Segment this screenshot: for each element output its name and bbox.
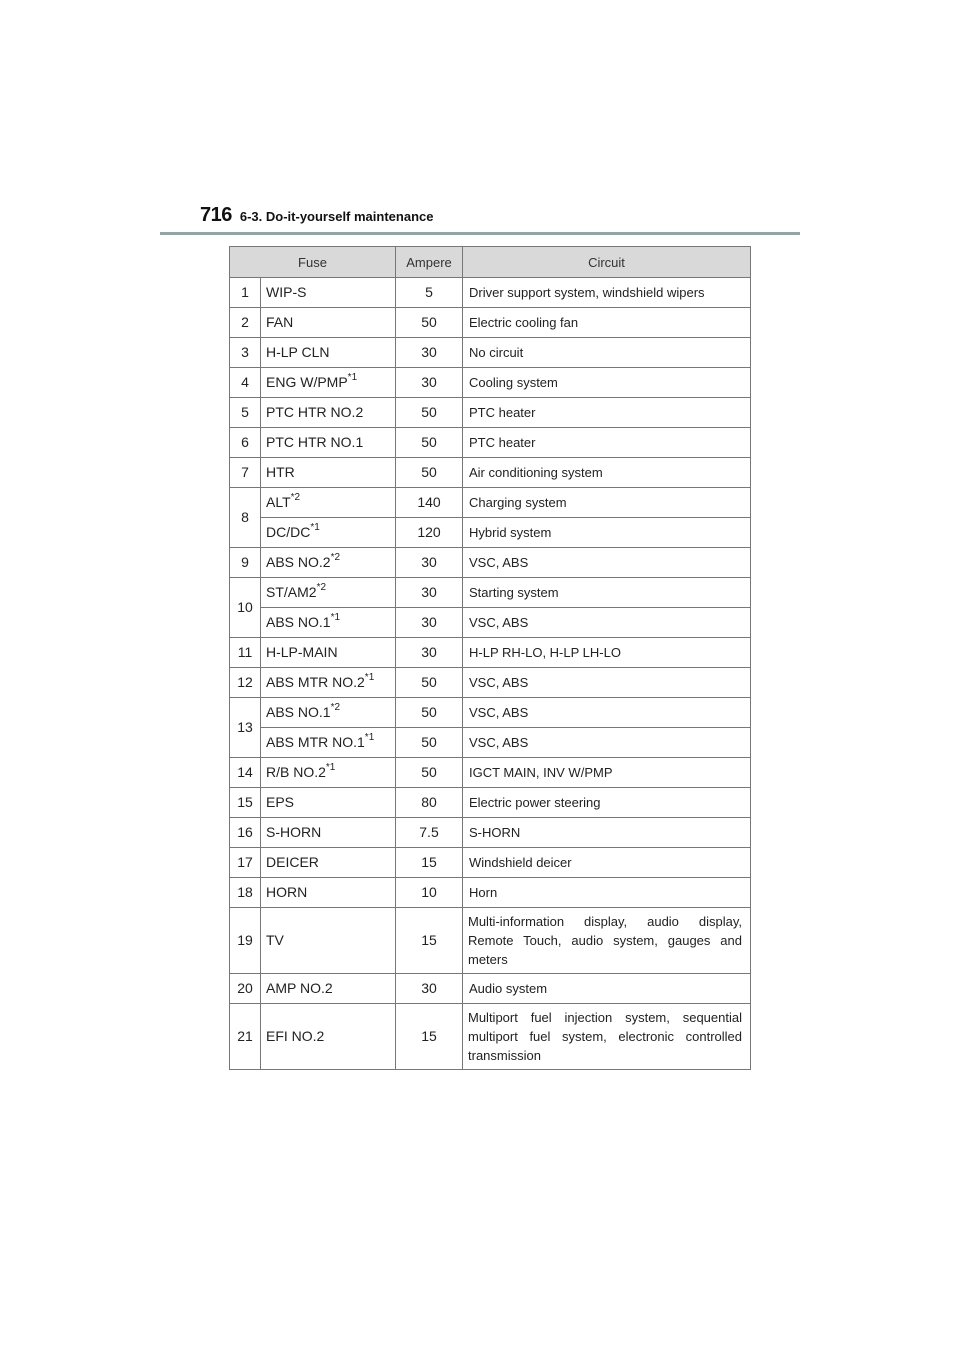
fuse-name: ABS MTR NO.2$^{*1}$	[261, 668, 396, 698]
fuse-number: 6	[230, 428, 261, 458]
fuse-name: FAN	[261, 308, 396, 338]
fuse-ampere: 50	[396, 398, 463, 428]
fuse-number: 7	[230, 458, 261, 488]
fuse-ampere: 30	[396, 578, 463, 608]
fuse-circuit: Starting system	[463, 578, 751, 608]
table-row	[230, 638, 751, 668]
fuse-ampere: 50	[396, 428, 463, 458]
fuse-circuit: Multi-information display, audio display, Remote Touch, audio system, gauges and meters	[463, 908, 751, 974]
footnote-marker: *2	[290, 492, 301, 504]
table-row	[230, 758, 751, 788]
table-row	[230, 878, 751, 908]
fuse-name: PTC HTR NO.1	[261, 428, 396, 458]
fuse-number: 3	[230, 338, 261, 368]
fuse-name: WIP-S	[261, 278, 396, 308]
footnote-marker: *1	[310, 522, 320, 534]
footnote-marker: *1	[347, 372, 358, 384]
fuse-ampere: 50	[396, 458, 463, 488]
table-row	[230, 728, 751, 758]
fuse-name: ALT$^{*2}$	[261, 488, 396, 518]
fuse-circuit: Horn	[463, 878, 751, 908]
table-row	[230, 428, 751, 458]
page-header	[200, 204, 433, 227]
fuse-circuit: Audio system	[463, 974, 751, 1004]
footnote-marker: *2	[316, 582, 327, 594]
footnote-marker: *2	[330, 552, 341, 564]
fuse-number: 5	[230, 398, 261, 428]
fuse-circuit: VSC, ABS	[463, 668, 751, 698]
fuse-name: DEICER	[261, 848, 396, 878]
fuse-circuit: Electric power steering	[463, 788, 751, 818]
table-row	[230, 698, 751, 728]
fuse-name: PTC HTR NO.2	[261, 398, 396, 428]
fuse-number: 8	[230, 488, 261, 548]
table-row	[230, 548, 751, 578]
column-header-ampere: Ampere	[396, 247, 463, 278]
table-row	[230, 974, 751, 1004]
fuse-number: 11	[230, 638, 261, 668]
fuse-ampere: 15	[396, 908, 463, 974]
table-row	[230, 488, 751, 518]
fuse-name: HTR	[261, 458, 396, 488]
fuse-circuit: Multiport fuel injection system, sequential multiport fuel system, electronic controlled transmission	[463, 1004, 751, 1070]
table-header-row	[230, 247, 751, 278]
table-row	[230, 668, 751, 698]
fuse-circuit: PTC heater	[463, 428, 751, 458]
fuse-name: HORN	[261, 878, 396, 908]
fuse-number: 19	[230, 908, 261, 974]
fuse-table	[229, 246, 751, 1070]
fuse-ampere: 5	[396, 278, 463, 308]
fuse-number: 10	[230, 578, 261, 638]
fuse-name: ABS NO.1$^{*1}$	[261, 608, 396, 638]
fuse-number: 13	[230, 698, 261, 758]
fuse-number: 4	[230, 368, 261, 398]
fuse-ampere: 10	[396, 878, 463, 908]
fuse-circuit: Charging system	[463, 488, 751, 518]
footnote-marker: *1	[325, 762, 336, 774]
fuse-circuit: VSC, ABS	[463, 698, 751, 728]
table-row	[230, 1004, 751, 1070]
fuse-ampere: 30	[396, 608, 463, 638]
fuse-circuit: H-LP RH-LO, H-LP LH-LO	[463, 638, 751, 668]
table-row	[230, 368, 751, 398]
fuse-name: AMP NO.2	[261, 974, 396, 1004]
fuse-ampere: 140	[396, 488, 463, 518]
table-row	[230, 518, 751, 548]
fuse-ampere: 30	[396, 638, 463, 668]
fuse-ampere: 50	[396, 668, 463, 698]
fuse-circuit: Hybrid system	[463, 518, 751, 548]
fuse-number: 15	[230, 788, 261, 818]
fuse-ampere: 30	[396, 368, 463, 398]
table-row	[230, 908, 751, 974]
section-title: 6-3. Do-it-yourself maintenance	[239, 209, 434, 224]
fuse-ampere: 30	[396, 338, 463, 368]
fuse-name: H-LP CLN	[261, 338, 396, 368]
fuse-name: H-LP-MAIN	[261, 638, 396, 668]
fuse-ampere: 30	[396, 548, 463, 578]
fuse-circuit: VSC, ABS	[463, 548, 751, 578]
column-header-fuse: Fuse	[230, 247, 396, 278]
fuse-ampere: 15	[396, 1004, 463, 1070]
footnote-marker: *1	[330, 612, 341, 624]
fuse-circuit: IGCT MAIN, INV W/PMP	[463, 758, 751, 788]
fuse-name: ABS NO.2$^{*2}$	[261, 548, 396, 578]
fuse-circuit: No circuit	[463, 338, 751, 368]
fuse-number: 2	[230, 308, 261, 338]
fuse-circuit: PTC heater	[463, 398, 751, 428]
fuse-name: DC/DC$^{*1}$	[261, 518, 396, 548]
fuse-number: 14	[230, 758, 261, 788]
table-row	[230, 818, 751, 848]
table-row	[230, 308, 751, 338]
table-row	[230, 578, 751, 608]
table-row	[230, 458, 751, 488]
fuse-circuit: S-HORN	[463, 818, 751, 848]
fuse-circuit: Electric cooling fan	[463, 308, 751, 338]
fuse-ampere: 7.5	[396, 818, 463, 848]
fuse-number: 21	[230, 1004, 261, 1070]
fuse-ampere: 50	[396, 758, 463, 788]
fuse-ampere: 80	[396, 788, 463, 818]
fuse-ampere: 15	[396, 848, 463, 878]
fuse-name: S-HORN	[261, 818, 396, 848]
fuse-name: ST/AM2$^{*2}$	[261, 578, 396, 608]
table-row	[230, 608, 751, 638]
fuse-circuit: VSC, ABS	[463, 608, 751, 638]
fuse-name: R/B NO.2$^{*1}$	[261, 758, 396, 788]
fuse-ampere: 120	[396, 518, 463, 548]
footnote-marker: *1	[364, 732, 375, 744]
fuse-circuit: Cooling system	[463, 368, 751, 398]
table-row	[230, 848, 751, 878]
fuse-circuit: VSC, ABS	[463, 728, 751, 758]
fuse-ampere: 50	[396, 308, 463, 338]
fuse-name: ABS MTR NO.1$^{*1}$	[261, 728, 396, 758]
fuse-number: 17	[230, 848, 261, 878]
fuse-number: 12	[230, 668, 261, 698]
fuse-number: 18	[230, 878, 261, 908]
fuse-ampere: 50	[396, 728, 463, 758]
fuse-circuit: Windshield deicer	[463, 848, 751, 878]
page-number: 716	[200, 204, 232, 226]
footnote-marker: *2	[330, 702, 341, 714]
fuse-number: 1	[230, 278, 261, 308]
fuse-name: EPS	[261, 788, 396, 818]
fuse-number: 16	[230, 818, 261, 848]
header-rule	[160, 232, 800, 235]
fuse-ampere: 50	[396, 698, 463, 728]
fuse-number: 9	[230, 548, 261, 578]
table-row	[230, 398, 751, 428]
table-row	[230, 278, 751, 308]
fuse-name: ABS NO.1$^{*2}$	[261, 698, 396, 728]
fuse-name: EFI NO.2	[261, 1004, 396, 1070]
fuse-name: ENG W/PMP$^{*1}$	[261, 368, 396, 398]
footnote-marker: *1	[364, 672, 375, 684]
fuse-name: TV	[261, 908, 396, 974]
fuse-number: 20	[230, 974, 261, 1004]
fuse-ampere: 30	[396, 974, 463, 1004]
fuse-circuit: Driver support system, windshield wipers	[463, 278, 751, 308]
table-row	[230, 788, 751, 818]
fuse-circuit: Air conditioning system	[463, 458, 751, 488]
column-header-circuit: Circuit	[463, 247, 751, 278]
table-row	[230, 338, 751, 368]
